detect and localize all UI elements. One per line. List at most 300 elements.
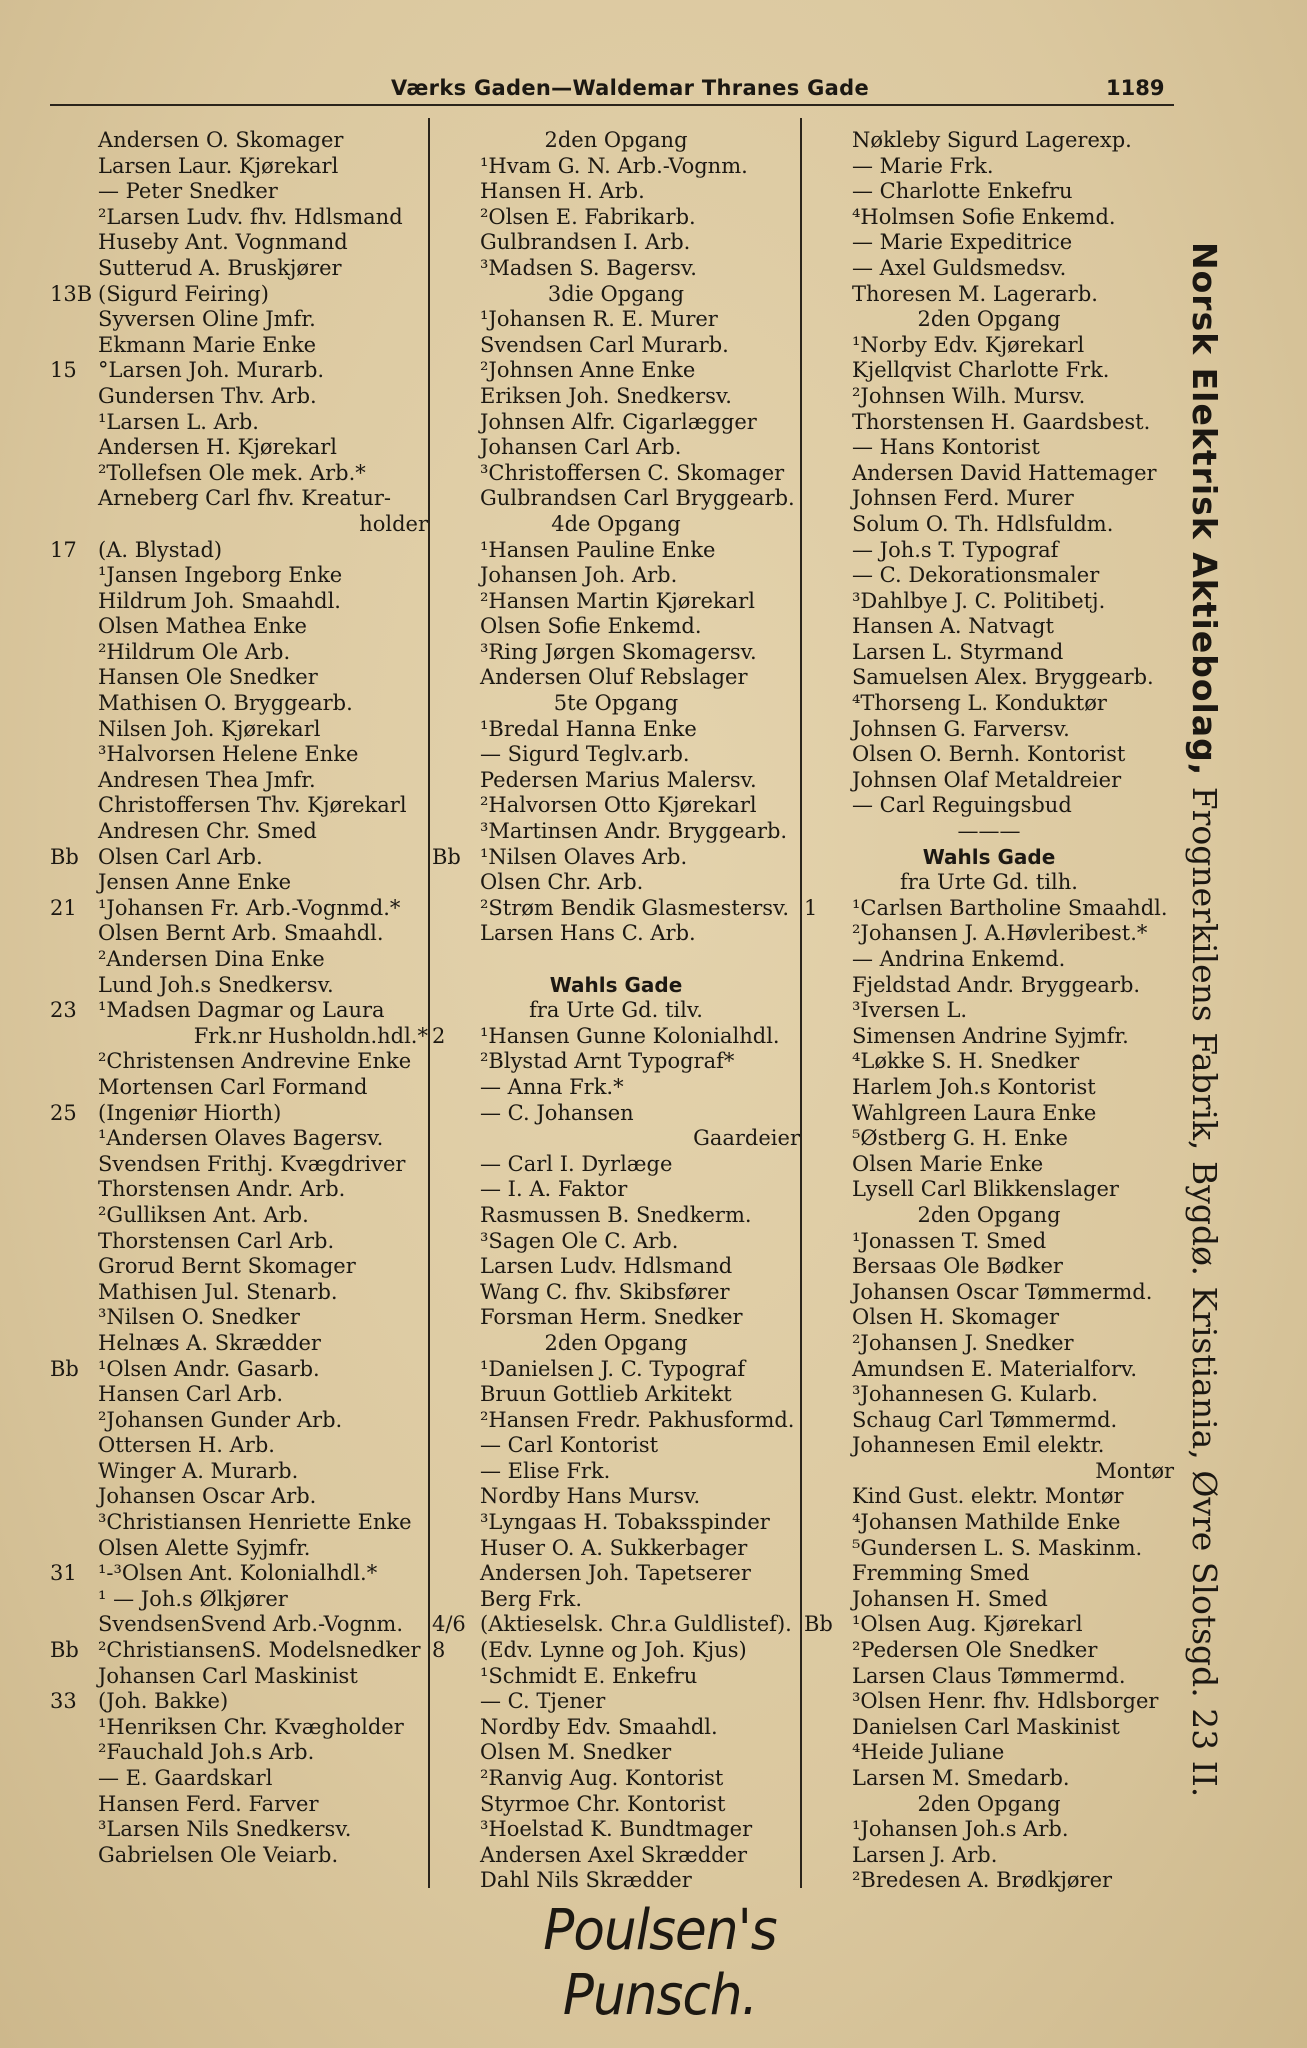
entry-text: ¹-³Olsen Ant. Kolonialhdl.*: [98, 1561, 378, 1586]
column-1: [50, 128, 428, 1868]
directory-entry: [50, 973, 428, 999]
entry-text: Huser O. A. Sukkerbager: [480, 1535, 748, 1560]
entry-text: ¹Nilsen Olaves Arb.: [480, 844, 688, 869]
entry-text: ²Hansen Martin Kjørekarl: [480, 588, 755, 613]
entry-text: ⁴Holmsen Sofie Enkemd.: [852, 204, 1116, 229]
entry-text: ²Hansen Fredr. Pakhusformd.: [480, 1407, 795, 1432]
directory-entry: [432, 1638, 800, 1664]
directory-entry: [804, 998, 1174, 1024]
entry-text: Johnsen Olaf Metaldreier: [852, 767, 1122, 792]
directory-entry: [432, 230, 800, 256]
entry-text: Gundersen Thv. Arb.: [98, 383, 317, 408]
entry-text: ³Martinsen Andr. Bryggearb.: [480, 819, 788, 844]
entry-text: ²Christensen Andrevine Enke: [98, 1049, 412, 1074]
section-label: 2den Opgang: [917, 1202, 1061, 1227]
entry-text: ²ChristiansenS. Modelsnedker: [98, 1638, 421, 1663]
entry-text: Hansen Ole Snedker: [98, 665, 318, 690]
entry-text: Fremming Smed: [852, 1561, 1030, 1586]
directory-entry: [50, 1177, 428, 1203]
entry-text: Thorstensen Carl Arb.: [98, 1228, 335, 1253]
entry-text: Kjellqvist Charlotte Frk.: [852, 358, 1110, 383]
entry-text: Dahl Nils Skrædder: [480, 1868, 692, 1893]
entry-text: Larsen Laur. Kjørekarl: [98, 153, 339, 178]
entry-text: ¹Madsen Dagmar og Laura: [98, 998, 385, 1023]
entry-text: Johansen Carl Maskinist: [98, 1663, 358, 1688]
entry-text: ²Johnsen Wilh. Mursv.: [852, 383, 1086, 408]
directory-entry: [50, 1843, 428, 1869]
entry-text: — Sigurd Teglv.arb.: [480, 742, 690, 767]
directory-entry: [50, 538, 428, 564]
entry-text: Larsen Ludv. Hdlsmand: [480, 1254, 733, 1279]
directory-entry: [432, 205, 800, 231]
entry-text: Huseby Ant. Vognmand: [98, 230, 348, 255]
directory-entry: [50, 1638, 428, 1664]
directory-entry: [432, 410, 800, 436]
directory-entry: [804, 1177, 1174, 1203]
directory-entry: [432, 486, 800, 512]
directory-entry: [432, 1152, 800, 1178]
directory-entry: [804, 128, 1174, 154]
directory-entry: [432, 1177, 800, 1203]
entry-text: Andersen Axel Skrædder: [480, 1842, 748, 1867]
entry-text: Hansen Ferd. Farver: [98, 1791, 319, 1816]
entry-text: (Ingeniør Hiorth): [98, 1100, 282, 1125]
directory-entry: [432, 614, 800, 640]
directory-entry: [804, 1229, 1174, 1255]
directory-entry: [432, 998, 800, 1024]
directory-entry: [432, 1408, 800, 1434]
entry-text: — Carl I. Dyrlæge: [480, 1151, 673, 1176]
directory-entry: [804, 1536, 1174, 1562]
directory-entry: [50, 1689, 428, 1715]
directory-entry: [432, 1689, 800, 1715]
entry-text: (Aktieselsk. Chr.a Guldlistef).: [480, 1612, 792, 1637]
directory-entry: [804, 1305, 1174, 1331]
directory-entry: [50, 1740, 428, 1766]
section-label: 4de Opgang: [551, 511, 681, 536]
entry-text: Johnsen G. Farversv.: [852, 716, 1070, 741]
directory-entry: [804, 1075, 1174, 1101]
entry-text: ¹ — Joh.s Ølkjører: [98, 1586, 288, 1611]
directory-entry: [804, 1049, 1174, 1075]
entry-text: (Edv. Lynne og Joh. Kjus): [480, 1638, 747, 1663]
entry-text: Mathisen Jul. Stenarb.: [98, 1279, 338, 1304]
entry-text: ¹Andersen Olaves Bagersv.: [98, 1126, 384, 1151]
entry-text: Johansen Oscar Tømmermd.: [852, 1279, 1153, 1304]
entry-text: Harlem Joh.s Kontorist: [852, 1074, 1096, 1099]
directory-entry: [432, 1740, 800, 1766]
column-divider-right: [800, 118, 802, 1888]
directory-entry: [50, 1510, 428, 1536]
directory-entry: [804, 230, 1174, 256]
directory-entry: [804, 486, 1174, 512]
directory-entry: [432, 1203, 800, 1229]
directory-entry: [50, 1612, 428, 1638]
directory-entry: [50, 691, 428, 717]
entry-text: ⁵Gundersen L. S. Maskinm.: [852, 1535, 1143, 1560]
entry-text: ³Dahlbye J. C. Politibetj.: [852, 588, 1106, 613]
entry-text: Olsen Mathea Enke: [98, 614, 307, 639]
directory-entry: [432, 1126, 800, 1152]
entry-text: Hansen H. Arb.: [480, 179, 645, 204]
directory-entry: [804, 921, 1174, 947]
directory-entry: [804, 793, 1174, 819]
entry-text: Lund Joh.s Snedkersv.: [98, 972, 334, 997]
entry-text: Syversen Oline Jmfr.: [98, 307, 316, 332]
directory-entry: [804, 179, 1174, 205]
entry-text: Helnæs A. Skrædder: [98, 1330, 321, 1355]
entry-text: — C. Tjener: [480, 1689, 606, 1714]
directory-entry: [50, 1049, 428, 1075]
directory-entry: [804, 1689, 1174, 1715]
entry-text: Larsen J. Arb.: [852, 1842, 998, 1867]
entry-text: — Andrina Enkemd.: [852, 947, 1066, 971]
directory-entry: [432, 1382, 800, 1408]
directory-entry: [50, 717, 428, 743]
entry-text: — C. Dekorationsmaler: [852, 563, 1100, 588]
directory-entry: [804, 461, 1174, 487]
directory-entry: [50, 793, 428, 819]
directory-entry: [432, 1587, 800, 1613]
directory-entry: [804, 358, 1174, 384]
directory-entry: [804, 1382, 1174, 1408]
entry-text: Mortensen Carl Formand: [98, 1074, 368, 1099]
directory-entry: [50, 1152, 428, 1178]
entry-text: Frk.nr Husholdn.hdl.*: [193, 1023, 428, 1048]
entry-text: Andersen David Hattemager: [852, 460, 1157, 485]
entry-text: Andersen O. Skomager: [98, 128, 344, 152]
entry-text: Simensen Andrine Syjmfr.: [852, 1023, 1129, 1048]
house-number: 13B: [50, 281, 93, 306]
entry-text: ⁴Heide Juliane: [852, 1740, 1005, 1765]
directory-entry: [804, 640, 1174, 666]
directory-entry: [50, 256, 428, 282]
directory-entry: [50, 819, 428, 845]
entry-text: Styrmoe Chr. Kontorist: [480, 1791, 726, 1816]
directory-entry: [50, 1408, 428, 1434]
entry-text: ³Halvorsen Helene Enke: [98, 742, 359, 767]
directory-entry: [50, 333, 428, 359]
entry-text: — Anna Frk.*: [480, 1074, 624, 1099]
directory-entry: [432, 1433, 800, 1459]
entry-text: Schaug Carl Tømmermd.: [852, 1407, 1118, 1432]
entry-text: ¹Bredal Hanna Enke: [480, 716, 697, 741]
directory-entry: [432, 435, 800, 461]
entry-text: Gaardeier: [693, 1126, 800, 1151]
entry-text: ¹Johansen R. E. Murer: [480, 307, 718, 332]
directory-entry: [50, 1587, 428, 1613]
section-label: ———: [957, 819, 1021, 844]
entry-text: Olsen H. Skomager: [852, 1305, 1060, 1330]
directory-entry: [432, 1792, 800, 1818]
entry-text: — Marie Frk.: [852, 153, 994, 178]
directory-entry: [432, 1229, 800, 1255]
directory-entry: [804, 614, 1174, 640]
entry-text: ³Larsen Nils Snedkersv.: [98, 1817, 352, 1842]
directory-entry: [50, 614, 428, 640]
directory-entry: [50, 1817, 428, 1843]
directory-entry: [804, 1126, 1174, 1152]
entry-text: Larsen Hans C. Arb.: [480, 921, 696, 946]
directory-entry: [804, 1408, 1174, 1434]
entry-text: Mathisen O. Bryggearb.: [98, 691, 353, 716]
entry-text: ²Andersen Dina Enke: [98, 947, 325, 971]
directory-entry: [432, 1715, 800, 1741]
directory-entry: [50, 896, 428, 922]
entry-text: — Charlotte Enkefru: [852, 179, 1073, 204]
directory-entry: [804, 307, 1174, 333]
entry-text: ¹Norby Edv. Kjørekarl: [852, 332, 1085, 357]
directory-entry: [50, 1433, 428, 1459]
entry-text: ²Ranvig Aug. Kontorist: [480, 1766, 724, 1790]
house-number: 17: [50, 537, 77, 562]
entry-text: ³Iversen L.: [852, 998, 968, 1023]
column-divider-left: [428, 118, 430, 1888]
section-label: 2den Opgang: [917, 1791, 1061, 1816]
directory-entry: [432, 1536, 800, 1562]
entry-text: ³Lyngaas H. Tobaksspinder: [480, 1510, 770, 1535]
directory-entry: [432, 1561, 800, 1587]
entry-text: Gulbrandsen Carl Bryggearb.: [480, 486, 795, 511]
directory-entry: [804, 410, 1174, 436]
entry-text: ³Johannesen G. Kularb.: [852, 1382, 1098, 1407]
directory-entry: [50, 998, 428, 1024]
directory-entry: [50, 870, 428, 896]
directory-entry: [432, 768, 800, 794]
directory-entry: [50, 461, 428, 487]
house-number: 2: [432, 1023, 446, 1048]
directory-entry: [50, 179, 428, 205]
house-number: Bb: [50, 1356, 79, 1381]
directory-entry: [50, 1561, 428, 1587]
entry-text: ²Fauchald Joh.s Arb.: [98, 1740, 315, 1765]
directory-entry: [432, 1484, 800, 1510]
directory-entry: [432, 1817, 800, 1843]
directory-entry: [432, 793, 800, 819]
entry-text: Andersen Oluf Rebslager: [480, 665, 748, 690]
directory-entry: [50, 1459, 428, 1485]
entry-text: Hansen A. Natvagt: [852, 614, 1054, 639]
directory-entry: [804, 1433, 1174, 1459]
entry-text: ¹Hvam G. N. Arb.-Vognm.: [480, 153, 748, 178]
directory-entry: [432, 1305, 800, 1331]
directory-entry: [432, 896, 800, 922]
house-number: 1: [804, 895, 818, 920]
directory-entry: [432, 1510, 800, 1536]
entry-text: ¹Henriksen Chr. Kvægholder: [98, 1714, 404, 1739]
entry-text: ³Madsen S. Bagersv.: [480, 255, 697, 280]
entry-text: Johansen H. Smed: [852, 1586, 1048, 1611]
directory-entry: [432, 1664, 800, 1690]
entry-text: holder: [359, 511, 428, 536]
entry-text: Olsen Chr. Arb.: [480, 870, 644, 895]
entry-text: ¹Olsen Andr. Gasarb.: [98, 1356, 320, 1381]
directory-entry: [804, 1331, 1174, 1357]
section-label: fra Urte Gd. tilv.: [529, 998, 703, 1023]
directory-entry: [50, 1382, 428, 1408]
entry-text: Nøkleby Sigurd Lagerexp.: [852, 128, 1132, 152]
entry-text: ⁴Thorseng L. Konduktør: [852, 691, 1107, 716]
directory-entry: [804, 589, 1174, 615]
entry-text: Jensen Anne Enke: [98, 870, 292, 895]
directory-entry: [50, 563, 428, 589]
entry-text: Rasmussen B. Snedkerm.: [480, 1202, 752, 1227]
directory-entry: [432, 640, 800, 666]
entry-text: Bruun Gottlieb Arkitekt: [480, 1382, 732, 1407]
entry-text: Kind Gust. elektr. Montør: [852, 1484, 1124, 1509]
street-heading: Wahls Gade: [549, 972, 683, 997]
directory-entry: [432, 179, 800, 205]
directory-entry: [50, 154, 428, 180]
entry-text: — Elise Frk.: [480, 1458, 611, 1483]
directory-entry: [50, 1536, 428, 1562]
entry-text: Eriksen Joh. Snedkersv.: [480, 383, 732, 408]
entry-text: ¹Jonassen T. Smed: [852, 1228, 1047, 1253]
directory-entry: [50, 1101, 428, 1127]
entry-text: SvendsenSvend Arb.-Vognm.: [98, 1612, 404, 1637]
entry-text: Arneberg Carl fhv. Kreatur-: [98, 486, 391, 511]
entry-text: ¹Johansen Joh.s Arb.: [852, 1817, 1069, 1842]
entry-text: — Axel Guldsmedsv.: [852, 255, 1067, 280]
street-heading: Wahls Gade: [922, 844, 1056, 869]
entry-text: ¹Jansen Ingeborg Enke: [98, 563, 343, 588]
entry-text: Gabrielsen Ole Veiarb.: [98, 1842, 339, 1867]
directory-entry: [804, 973, 1174, 999]
entry-text: ³Ring Jørgen Skomagersv.: [480, 639, 757, 664]
house-number: Bb: [432, 844, 461, 869]
entry-text: — I. A. Faktor: [480, 1177, 628, 1202]
directory-entry: [432, 1024, 800, 1050]
entry-text: Winger A. Murarb.: [98, 1458, 299, 1483]
page-header-title: Værks Gaden—Waldemar Thranes Gade: [390, 76, 870, 100]
directory-entry: [804, 1612, 1174, 1638]
entry-text: Johansen Oscar Arb.: [98, 1484, 317, 1509]
entry-text: Larsen M. Smedarb.: [852, 1766, 1070, 1790]
entry-text: ¹Larsen L. Arb.: [98, 409, 259, 434]
directory-entry: [432, 947, 800, 973]
house-number: 4/6: [432, 1612, 466, 1637]
section-label: 5te Opgang: [553, 691, 679, 716]
section-label: 2den Opgang: [917, 307, 1061, 332]
directory-entry: [50, 589, 428, 615]
directory-entry: [804, 256, 1174, 282]
directory-entry: [804, 1024, 1174, 1050]
directory-entry: [50, 1715, 428, 1741]
directory-entry: [804, 435, 1174, 461]
entry-text: Larsen L. Styrmand: [852, 639, 1064, 664]
directory-entry: [432, 128, 800, 154]
directory-entry: [432, 512, 800, 538]
directory-entry: [804, 691, 1174, 717]
directory-entry: [804, 1817, 1174, 1843]
entry-text: ²Johnsen Anne Enke: [480, 358, 696, 383]
section-label: 2den Opgang: [544, 1330, 688, 1355]
directory-entry: [50, 665, 428, 691]
directory-entry: [432, 1459, 800, 1485]
house-number: Bb: [804, 1612, 833, 1637]
house-number: 23: [50, 998, 77, 1023]
directory-entry: [804, 1587, 1174, 1613]
directory-entry: [432, 870, 800, 896]
entry-text: Johansen Carl Arb.: [480, 435, 682, 460]
house-number: Bb: [50, 844, 79, 869]
directory-entry: [50, 947, 428, 973]
footer-advertisement: Poulsen's Punsch.: [543, 1898, 777, 2028]
directory-entry: [50, 384, 428, 410]
side-advertisement: [1178, 242, 1230, 1812]
directory-entry: [50, 640, 428, 666]
directory-entry: [50, 1331, 428, 1357]
directory-entry: [432, 1612, 800, 1638]
entry-text: ³Sagen Ole C. Arb.: [480, 1228, 679, 1253]
entry-text: — Carl Kontorist: [480, 1433, 659, 1458]
entry-text: Johnsen Alfr. Cigarlægger: [480, 409, 757, 434]
directory-entry: [804, 1101, 1174, 1127]
directory-entry: [432, 1049, 800, 1075]
entry-text: Berg Frk.: [480, 1586, 583, 1611]
directory-entry: [432, 461, 800, 487]
directory-entry: [804, 1740, 1174, 1766]
entry-text: Svendsen Carl Murarb.: [480, 332, 729, 357]
entry-text: Amundsen E. Materialforv.: [852, 1356, 1138, 1381]
entry-text: Gulbrandsen I. Arb.: [480, 230, 691, 255]
directory-entry: [50, 128, 428, 154]
entry-text: ⁴Johansen Mathilde Enke: [852, 1510, 1121, 1535]
entry-text: ³Christoffersen C. Skomager: [480, 460, 785, 485]
entry-text: Olsen M. Snedker: [480, 1740, 672, 1765]
directory-entry: [804, 1868, 1174, 1894]
directory-entry: [50, 205, 428, 231]
column-2: [432, 128, 800, 1894]
directory-entry: [432, 538, 800, 564]
entry-text: ⁴Løkke S. H. Snedker: [852, 1049, 1080, 1074]
directory-entry: [804, 538, 1174, 564]
entry-text: Andersen H. Kjørekarl: [98, 435, 337, 460]
entry-text: Ekmann Marie Enke: [98, 332, 317, 357]
directory-entry: [432, 358, 800, 384]
entry-text: ⁵Østberg G. H. Enke: [852, 1126, 1068, 1151]
directory-entry: [804, 154, 1174, 180]
entry-text: Christoffersen Thv. Kjørekarl: [98, 793, 407, 818]
directory-entry: [804, 1280, 1174, 1306]
section-label: 2den Opgang: [544, 128, 688, 152]
entry-text: Bersaas Ole Bødker: [852, 1254, 1063, 1279]
directory-entry: [432, 384, 800, 410]
directory-entry: [432, 563, 800, 589]
entry-text: Olsen O. Bernh. Kontorist: [852, 742, 1126, 767]
entry-text: Nilsen Joh. Kjørekarl: [98, 716, 321, 741]
directory-entry: [50, 230, 428, 256]
entry-text: ²Larsen Ludv. fhv. Hdlsmand: [98, 204, 403, 229]
entry-text: Olsen Marie Enke: [852, 1151, 1044, 1176]
directory-entry: [50, 435, 428, 461]
directory-entry: [50, 512, 428, 538]
entry-text: — Joh.s T. Typograf: [852, 537, 1059, 562]
directory-entry: [50, 1203, 428, 1229]
entry-text: ²Pedersen Ole Snedker: [852, 1638, 1098, 1663]
directory-entry: [50, 921, 428, 947]
entry-text: Olsen Sofie Enkemd.: [480, 614, 702, 639]
entry-text: — Hans Kontorist: [852, 435, 1040, 460]
section-label: 3die Opgang: [547, 281, 685, 306]
directory-entry: [804, 1484, 1174, 1510]
entry-text: ¹Olsen Aug. Kjørekarl: [852, 1612, 1083, 1637]
entry-text: — Peter Snedker: [98, 179, 278, 204]
directory-entry: [804, 1638, 1174, 1664]
entry-text: ²Halvorsen Otto Kjørekarl: [480, 793, 757, 818]
directory-entry: [804, 1664, 1174, 1690]
page-number: 1189: [1106, 76, 1165, 100]
